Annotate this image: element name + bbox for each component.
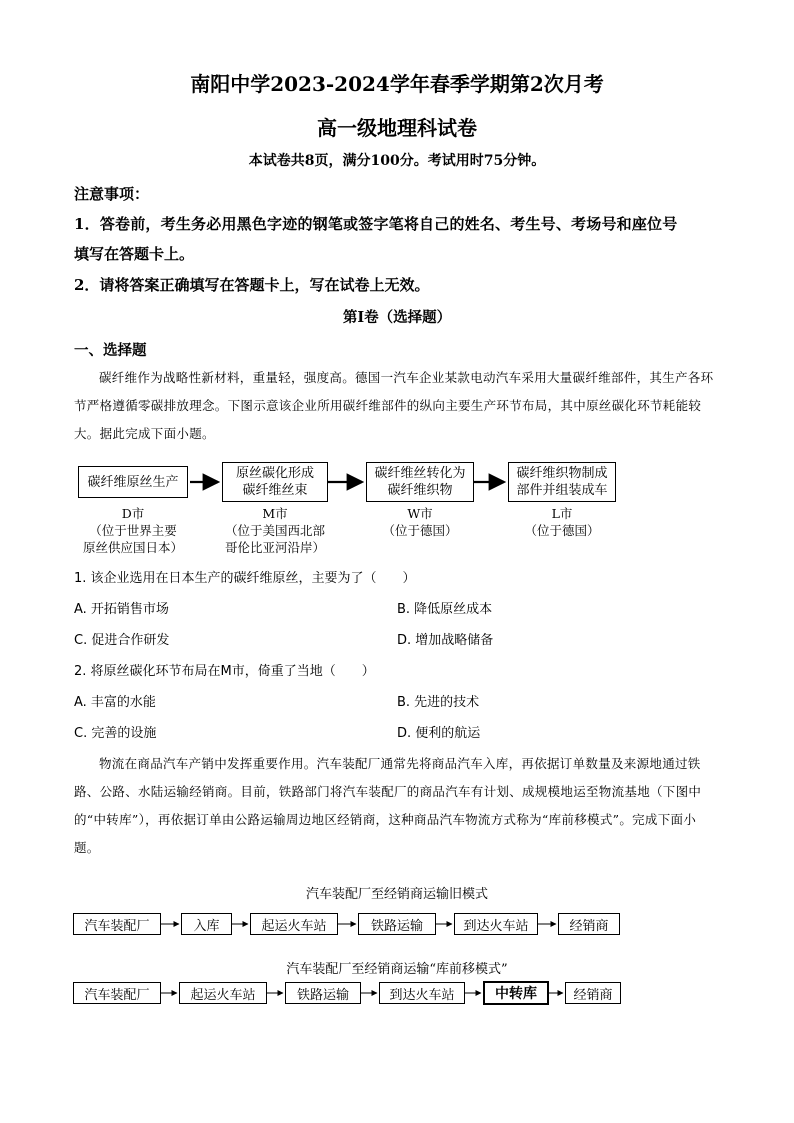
exam-title: 南阳中学2023-2024学年春季学期第2次月考 bbox=[190, 72, 604, 96]
question-2-option-a[interactable]: A. 丰富的水能 bbox=[74, 695, 156, 710]
step-box-2-text-a: 原丝碳化形成 bbox=[235, 466, 314, 481]
question-2-option-b[interactable]: B. 先进的技术 bbox=[397, 695, 480, 710]
flow-new-step: 汽车装配厂 bbox=[73, 982, 161, 1004]
section-title: 一、选择题 bbox=[74, 342, 147, 359]
flow-new-step: 经销商 bbox=[565, 982, 621, 1004]
notice-item-2: 2．请将答案正确填写在答题卡上，写在试卷上无效。 bbox=[74, 276, 430, 294]
flow-old-step: 经销商 bbox=[558, 913, 620, 935]
question-2-option-d[interactable]: D. 便利的航运 bbox=[397, 726, 481, 741]
question-1-option-a[interactable]: A. 开拓销售市场 bbox=[74, 602, 169, 617]
caption-l-city-name: L市 bbox=[551, 506, 573, 521]
notice-item-1: 1．答卷前，考生务必用黑色字迹的钢笔或签字笔将自己的姓名、考生号、考场号和座位号 bbox=[74, 215, 678, 233]
question-2-stem: 2. 将原丝碳化环节布局在M市，倚重了当地（ ） bbox=[74, 664, 375, 679]
flow-old-step: 铁路运输 bbox=[358, 913, 436, 935]
flow-new-title: 汽车装配厂至经销商运输“库前移模式” bbox=[286, 962, 508, 977]
flow-new-step: 起运火车站 bbox=[179, 982, 267, 1004]
flow-old-step: 起运火车站 bbox=[250, 913, 338, 935]
question-1-option-c[interactable]: C. 促进合作研发 bbox=[74, 633, 170, 648]
passage-1: 碳纤维作为战略性新材料，重量轻，强度高。德国一汽车企业某款电动汽车采用大量碳纤维部件，其生产各环节严格遵循零碳排放理念。下图示意该企业所用碳纤维部件的纵向主要生产环节布局，其中原丝碳化环节耗能较大。据此完成下面小题。 bbox=[74, 370, 714, 441]
caption-w-city-name: W市 bbox=[407, 506, 433, 521]
flow-old-step: 到达火车站 bbox=[454, 913, 538, 935]
flow-new-step: 到达火车站 bbox=[379, 982, 465, 1004]
step-box-2-text-b: 碳纤维丝束 bbox=[242, 483, 308, 498]
question-2-option-c[interactable]: C. 完善的设施 bbox=[74, 726, 157, 741]
question-1-option-d[interactable]: D. 增加战略储备 bbox=[397, 633, 494, 648]
part-title: 第Ⅰ卷（选择题） bbox=[342, 309, 452, 326]
question-1-option-b[interactable]: B. 降低原丝成本 bbox=[397, 602, 493, 617]
exam-subtitle: 高一级地理科试卷 bbox=[317, 116, 477, 140]
step-box-1-text: 碳纤维原丝生产 bbox=[87, 474, 179, 490]
step-box-4-text-b: 部件并组装成车 bbox=[516, 483, 608, 498]
flow-old-title: 汽车装配厂至经销商运输旧模式 bbox=[305, 887, 488, 902]
caption-l-city-line1: （位于德国） bbox=[524, 523, 600, 538]
notice-item-1-cont: 填写在答题卡上。 bbox=[74, 245, 195, 263]
question-1-stem: 1. 该企业选用在日本生产的碳纤维原丝，主要为了（ ） bbox=[74, 571, 416, 586]
caption-m-city-name: M市 bbox=[262, 506, 288, 521]
step-box-4-text-a: 碳纤维织物制成 bbox=[516, 466, 608, 481]
passage-2: 物流在商品汽车产销中发挥重要作用。汽车装配厂通常先将商品汽车入库，再依据订单数量及来源地通过铁路、公路、水陆运输经销商。目前，铁路部门将汽车装配厂的商品汽车有计划、成规模地运至物流基地（下图中的“中转库”），再依据订单由公路运输周边地区经销商，这种商品汽车物流方式称为“库前移模式”。完成下面小题。 bbox=[74, 756, 702, 855]
caption-m-city-line2: 哥伦比亚河沿岸） bbox=[224, 540, 325, 555]
notice-heading: 注意事项： bbox=[74, 185, 150, 203]
flow-old-step: 入库 bbox=[181, 913, 232, 935]
step-box-3-text-a: 碳纤维丝转化为 bbox=[374, 466, 466, 481]
exam-info: 本试卷共8页，满分100分。考试用时75分钟。 bbox=[248, 153, 546, 169]
flow-new-step-highlight: 中转库 bbox=[483, 981, 549, 1005]
caption-d-city-line1: （位于世界主要 bbox=[89, 523, 177, 538]
flow-new-step: 铁路运输 bbox=[285, 982, 361, 1004]
caption-d-city-name: D市 bbox=[121, 506, 145, 521]
caption-d-city-line2: 原丝供应国日本） bbox=[82, 540, 183, 555]
caption-m-city-line1: （位于美国西北部 bbox=[224, 523, 325, 538]
step-box-3-text-b: 碳纤维织物 bbox=[387, 483, 453, 498]
caption-w-city-line1: （位于德国） bbox=[382, 523, 458, 538]
flow-old-step: 汽车装配厂 bbox=[73, 913, 161, 935]
